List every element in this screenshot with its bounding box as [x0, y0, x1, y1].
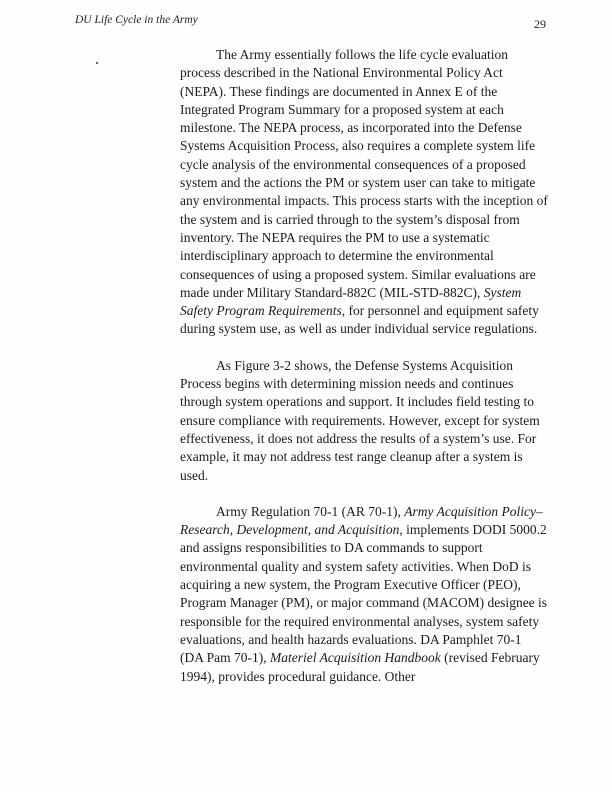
- page-number: 29: [534, 17, 546, 31]
- paragraph-figure-3-2: [180, 357, 548, 485]
- italic-title-materiel-handbook: Materiel Acquisition Handbook: [270, 650, 441, 666]
- running-header-title: DU Life Cycle in the Army: [75, 14, 198, 26]
- text-run: As Figure 3-2 shows, the Defense Systems Acquisition Process begins with determining mission needs and continues through system operations and support. It includes field testing to ensure compliance with requirements. However, except for system effectiveness, it does not address the results of a system’s use. For example, it may not address test range cleanup after a system is used.: [180, 357, 540, 483]
- text-run: The Army essentially follows the life cycle evaluation process described in the National Environmental Policy Act (NEPA). These findings are documented in Annex E of the Integrated Program Summary for a proposed system at each milestone. The NEPA process, as incorporated into the Defense Systems Acquisition Process, also requires a complete system life cycle analysis of the environmental consequences of a proposed system and the actions the PM or system user can take to mitigate any environmental impacts. This process starts with the inception of the system and is carried through to the system’s disposal from inventory. The NEPA requires the PM to use a systematic interdisciplinary approach to determine the environmental consequences of using a proposed system. Similar evaluations are made under Military Standard-882C (MIL-STD-882C),: [180, 47, 548, 300]
- body-text: [180, 46, 548, 704]
- text-run: (revised February 1994), provides procedural guidance. Other: [180, 650, 540, 684]
- paragraph-ar-70-1: [180, 503, 548, 686]
- paragraph-nepa-process: [180, 46, 548, 339]
- italic-title-system-safety: System Safety Program Requirements: [180, 284, 522, 319]
- italic-title-ar-70-1: Army Acquisition Policy–Research, Development, and Acquisition: [180, 503, 543, 538]
- text-run: Army Regulation 70-1 (AR 70-1),: [216, 503, 405, 519]
- text-run: , implements DODI 5000.2 and assigns responsibilities to DA commands to support environmental quality and system safety activities. When DoD is acquiring a new system, the Program Executive Officer (PEO), Program Manager (PM), or major command (MACOM) designee is responsible for the required environmental analyses, system safety evaluations, and health hazards evaluations. DA Pamphlet 70-1 (DA Pam 70-1),: [180, 522, 548, 666]
- text-run: , for personnel and equipment safety during system use, as well as under individual service regulations.: [180, 303, 539, 337]
- ink-speck: [96, 62, 98, 64]
